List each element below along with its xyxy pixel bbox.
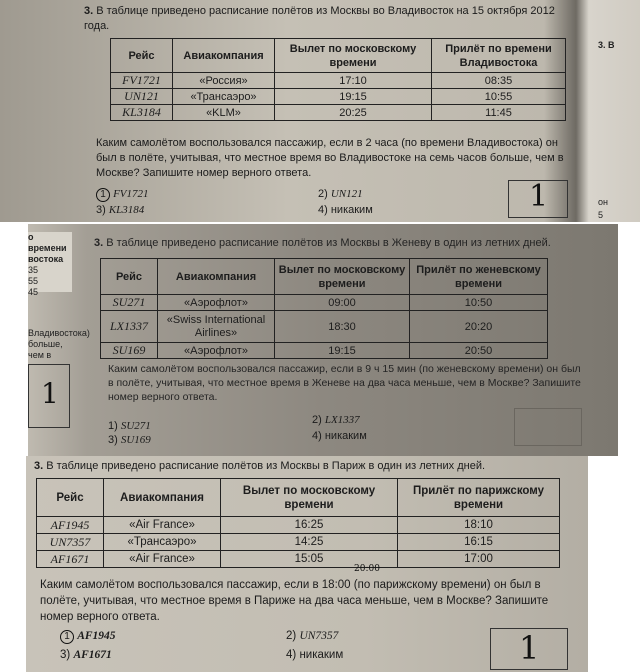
left-answer-box <box>28 364 70 428</box>
departure-cell: 16:25 <box>221 517 398 534</box>
arrival-cell: 20:50 <box>410 343 548 359</box>
airline-cell: «Россия» <box>173 73 275 89</box>
answer-box <box>508 180 568 218</box>
departure-cell: 19:15 <box>275 343 410 359</box>
answer-code: UN121 <box>330 188 363 200</box>
flight-cell: SU169 <box>101 343 158 359</box>
arrival-cell: 10:50 <box>410 295 548 311</box>
answer-number-circled: 1 <box>96 188 110 202</box>
task-intro: В таблице приведено расписание полётов из Москвы во Владивосток на 15 октября 2012 года. <box>84 5 555 32</box>
col-header-arrival: Прилёт по парижскому времени <box>398 479 560 517</box>
answer-option-3 <box>60 649 112 661</box>
answer-options <box>96 188 396 222</box>
answer-code: LX1337 <box>324 414 360 426</box>
task-intro: В таблице приведено расписание полётов из Москвы в Женеву в один из летних дней. <box>106 237 551 249</box>
answer-code: AF1671 <box>73 649 112 661</box>
arrival-cell: 10:55 <box>432 89 566 105</box>
airline-cell: «Трансаэро» <box>173 89 275 105</box>
table-row <box>101 343 548 359</box>
answer-number: 4) <box>312 430 322 442</box>
answer-option-1 <box>108 420 151 432</box>
answer-code: SU271 <box>120 420 151 432</box>
answer-box <box>514 408 582 446</box>
flight-cell: FV1721 <box>111 73 173 89</box>
answer-text: никаким <box>330 204 373 216</box>
answer-option-2 <box>318 188 363 200</box>
answer-number: 2) <box>312 414 322 426</box>
answer-option-2 <box>286 630 338 642</box>
table-row <box>101 295 548 311</box>
photo-task-1 <box>0 0 640 222</box>
answer-number: 4) <box>286 649 297 661</box>
table-row <box>37 534 560 551</box>
answer-number: 2) <box>286 630 297 642</box>
task-number: 3. <box>34 460 44 472</box>
flight-cell: AF1945 <box>37 517 104 534</box>
answer-number: 3) <box>108 434 118 446</box>
answer-code: SU169 <box>120 434 151 446</box>
airline-cell: «Аэрофлот» <box>158 295 275 311</box>
answer-code: AF1945 <box>77 630 116 642</box>
col-header-flight: Рейс <box>37 479 104 517</box>
photo-task-3 <box>26 456 588 672</box>
departure-cell: 19:15 <box>275 89 432 105</box>
table-row <box>37 517 560 534</box>
answer-options <box>108 414 398 448</box>
left-margin-text: о времени востока 35 55 45 <box>28 232 72 292</box>
answer-option-4 <box>312 430 367 442</box>
handwritten-answer: 1 <box>529 179 549 214</box>
departure-cell: 14:25 <box>221 534 398 551</box>
answer-options <box>60 630 380 670</box>
task-question: Каким самолётом воспользовался пассажир, если в 9 ч 15 мин (по женевскому времени) он был в полёте, учитывая, что местное время в Женеве на два часа меньше, чем в Москве? Запишите номер верного ответа. <box>108 363 581 403</box>
answer-code: KL3184 <box>108 204 145 216</box>
answer-option-3 <box>96 204 144 216</box>
answer-number: 4) <box>318 204 328 216</box>
arrival-cell: 20:20 <box>410 311 548 343</box>
arrival-cell: 16:15 <box>398 534 560 551</box>
col-header-flight: Рейс <box>111 39 173 73</box>
airline-cell: «Swiss International Airlines» <box>158 311 275 343</box>
airline-cell: «Аэрофлот» <box>158 343 275 359</box>
answer-number: 1) <box>108 420 118 432</box>
table-row <box>111 73 566 89</box>
flight-cell: SU271 <box>101 295 158 311</box>
photo-task-2: о времени востока 35 55 45 Владивостока) больше, чем в 1 3. В таблице приведено расписание полётов из Москвы в Женеву в один из летних дней. Рейс Авиакомпания Вылет по московскому времени Прилёт по женевскому времени SU271 «Аэрофлот» 09:00 10:50 LX1337 «Swiss International Airlines» 18:30 20:20 SU169 «Аэрофлот» 19:15 20:50 Каким самолётом воспользовался пассажир, если в 9 ч 15 мин (по женевскому времени) он был в полёте, учитывая, что местное время в Женеве на два часа меньше, чем в Москве? Запишите номер верного ответа. 1) SU271 2) LX1337 3) SU169 4) никаким <box>28 224 618 456</box>
handwritten-note: 20:00 <box>354 564 380 574</box>
col-header-airline: Авиакомпания <box>104 479 221 517</box>
right-margin-text: 3. В он 5 <box>598 40 615 220</box>
airline-cell: «Трансаэро» <box>104 534 221 551</box>
answer-number: 3) <box>96 204 106 216</box>
flight-cell: UN121 <box>111 89 173 105</box>
col-header-departure: Вылет по московскому времени <box>221 479 398 517</box>
col-header-airline: Авиакомпания <box>158 259 275 295</box>
answer-option-4 <box>318 204 373 216</box>
answer-code: UN7357 <box>299 630 339 642</box>
handwritten-answer: 1 <box>519 629 540 667</box>
table-row <box>111 105 566 121</box>
answer-number-circled: 1 <box>60 630 74 644</box>
answer-number: 2) <box>318 188 328 200</box>
answer-text: никаким <box>299 649 344 661</box>
answer-code: FV1721 <box>113 188 149 200</box>
answer-box <box>490 628 568 670</box>
table-row <box>101 311 548 343</box>
task-number: 3. <box>84 5 94 17</box>
airline-cell: «KLM» <box>173 105 275 121</box>
arrival-cell: 08:35 <box>432 73 566 89</box>
airline-cell: «Air France» <box>104 517 221 534</box>
answer-text: никаким <box>324 430 367 442</box>
answer-option-2 <box>312 414 360 426</box>
flight-cell: LX1337 <box>101 311 158 343</box>
col-header-departure: Вылет по московскому времени <box>275 259 410 295</box>
schedule-table <box>100 258 548 359</box>
col-header-arrival: Прилёт по времени Владивостока <box>432 39 566 73</box>
col-header-airline: Авиакомпания <box>173 39 275 73</box>
departure-cell: 09:00 <box>275 295 410 311</box>
task-intro: В таблице приведено расписание полётов из Москвы в Париж в один из летних дней. <box>46 460 486 472</box>
schedule-table <box>110 38 566 121</box>
arrival-cell: 18:10 <box>398 517 560 534</box>
answer-option-1 <box>96 188 149 202</box>
departure-cell: 17:10 <box>275 73 432 89</box>
task-question: Каким самолётом воспользовался пассажир, если в 2 часа (по времени Владивостока) он был в полёте, учитывая, что местное время во Владивостоке на семь часов больше, чем в Москве? Запишите номер верного ответа. <box>96 137 564 179</box>
task-number: 3. <box>94 237 104 249</box>
table-row <box>37 551 560 568</box>
col-header-flight: Рейс <box>101 259 158 295</box>
answer-option-4 <box>286 649 343 661</box>
answer-option-3 <box>108 434 151 446</box>
schedule-table <box>36 478 560 568</box>
answer-number: 3) <box>60 649 71 661</box>
flight-cell: KL3184 <box>111 105 173 121</box>
departure-cell: 18:30 <box>275 311 410 343</box>
answer-option-1 <box>60 630 116 644</box>
flight-cell: UN7357 <box>37 534 104 551</box>
handwritten-answer: 1 <box>41 377 59 410</box>
task-question: Каким самолётом воспользовался пассажир, если в 18:00 (по парижскому времени) он был в полёте, учитывая, что местное время в Париже на два часа меньше, чем в Москве? Запишите номер верного ответа. <box>40 579 549 623</box>
departure-cell: 20:25 <box>275 105 432 121</box>
arrival-cell: 11:45 <box>432 105 566 121</box>
airline-cell: «Air France» <box>104 551 221 568</box>
flight-cell: AF1671 <box>37 551 104 568</box>
departure-cell: 15:05 <box>221 551 398 568</box>
col-header-arrival: Прилёт по женевскому времени <box>410 259 548 295</box>
arrival-cell: 17:00 <box>398 551 560 568</box>
col-header-departure: Вылет по московскому времени <box>275 39 432 73</box>
table-row <box>111 89 566 105</box>
